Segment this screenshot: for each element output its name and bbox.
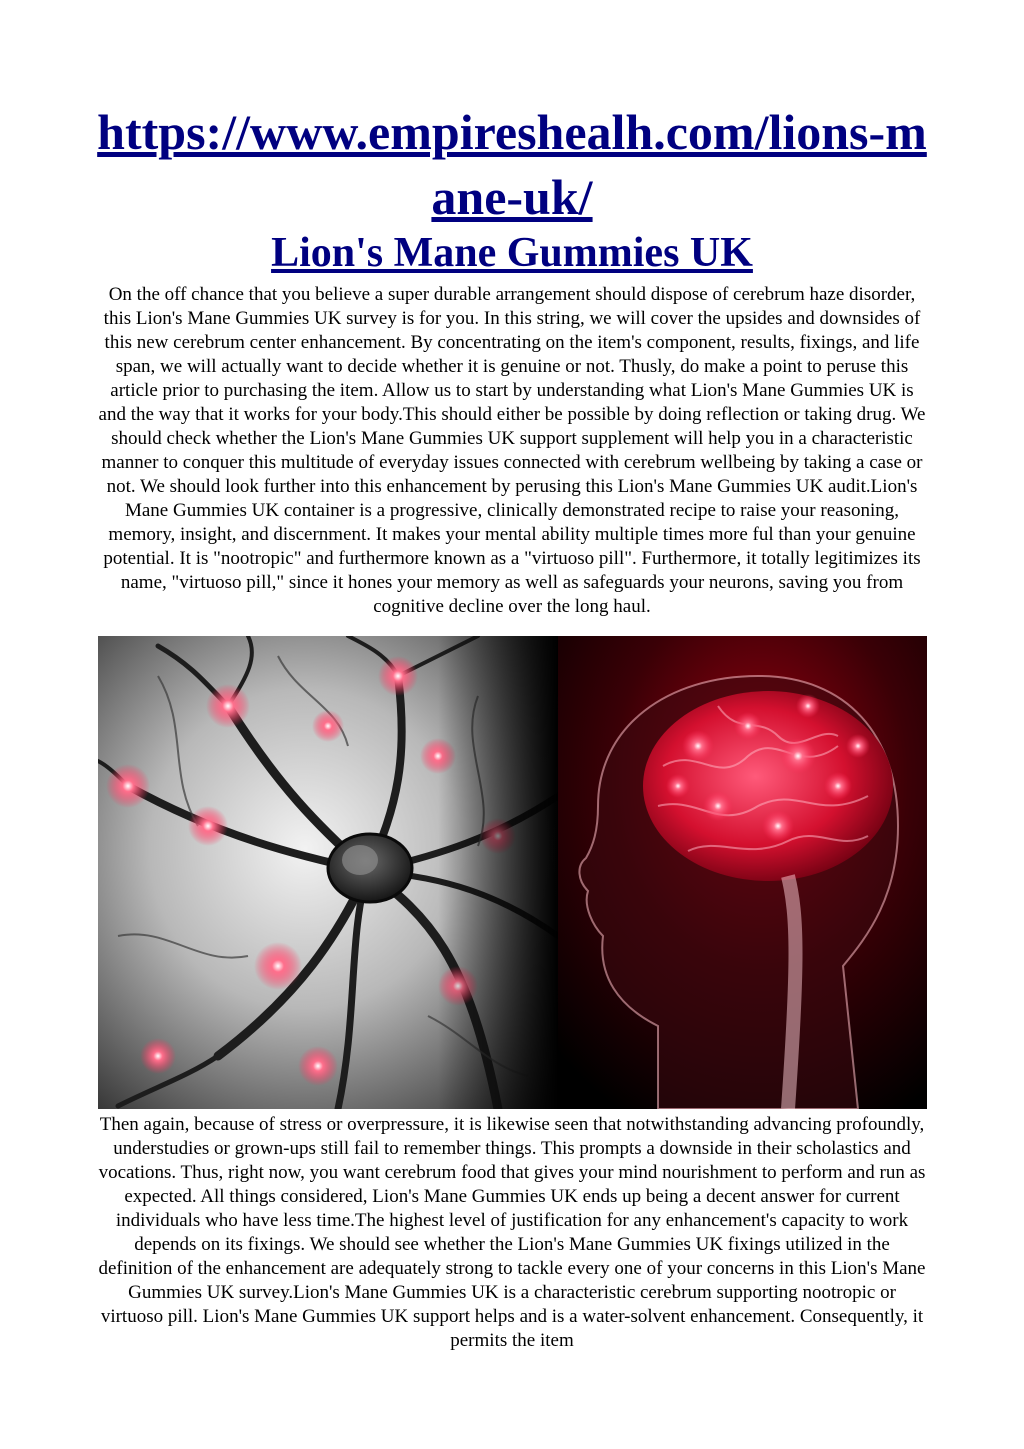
intro-paragraph: On the off chance that you believe a super durable arrangement should dispose of cerebrum haze disorder, this Lion's Mane Gummies UK survey is for you. In this string, we will cover the upsides and downsides of this new cerebrum center enhancement. By concentrating on the item's component, results, fixings, and life span, we will actually want to decide whether it is genuine or not. Thusly, do make a point to peruse this article prior to purchasing the item. Allow us to start by understanding what Lion's Mane Gummies UK is and the way that it works for your body.This should either be possible by doing reflection or taking drug. We should check whether the Lion's Mane Gummies UK support supplement will help you in a characteristic manner to conquer this multitude of everyday issues connected with cerebrum wellbeing by taking a case or not. We should look further into this enhancement by perusing this Lion's Mane Gummies UK audit.Lion's Mane Gummies UK container is a progressive, clinically demonstrated recipe to raise your reasoning, memory, insight, and discernment. It makes your mental ability multiple times more ful than your genuine potential. It is "nootropic" and furthermore known as a "virtuoso pill". Furthermore, it totally legitimizes its name, "virtuoso pill," since it hones your memory as well as safeguards your neurons, saving you from cognitive decline over the long haul. [98,284,926,617]
body-paragraph: Then again, because of stress or overpressure, it is likewise seen that notwithstanding advancing profoundly, understudies or grown-ups still fail to remember things. This prompts a downside in their scholastics and vocations. Thus, right now, you want cerebrum food that gives your mind nourishment to perform and run as expected. All things considered, Lion's Mane Gummies UK ends up being a decent answer for current individuals who have less time.The highest level of justification for any enhancement's capacity to work depends on its fixings. We should see whether the Lion's Mane Gummies UK fixings utilized in the definition of the enhancement are adequately strong to tackle every one of your concerns in this Lion's Mane Gummies UK survey.Lion's Mane Gummies UK is a characteristic cerebrum supporting nootropic or virtuoso pill. Lion's Mane Gummies UK support helps and is a water-solvent enhancement. Consequently, it permits the item [98,1114,926,1351]
source-url-link[interactable]: https://www.empireshealh.com/lions-mane-uk/ [97,104,927,225]
brain-neuron-illustration [98,636,927,1109]
page-title[interactable]: Lion's Mane Gummies UK [271,230,753,276]
